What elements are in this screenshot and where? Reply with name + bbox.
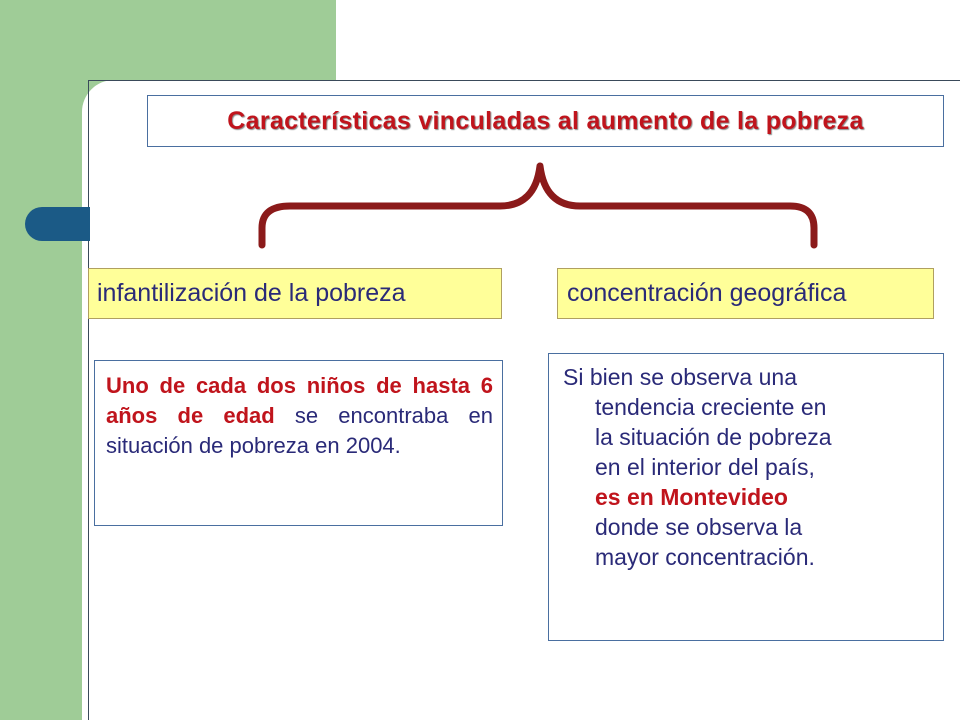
line-4: en el interior del país, bbox=[595, 454, 815, 480]
category-concentracion: concentración geográfica bbox=[557, 268, 934, 319]
category-infantilizacion: infantilización de la pobreza bbox=[88, 268, 502, 319]
line-7: mayor concentración. bbox=[595, 544, 815, 570]
body-text: se encontraba en situación de pobreza en 2004. bbox=[106, 403, 493, 458]
line-6: donde se observa la bbox=[595, 514, 803, 540]
brace-path bbox=[262, 166, 814, 245]
highlight-text: Uno de cada dos niños de hasta 6 años de edad bbox=[106, 373, 493, 428]
concentracion-description bbox=[548, 353, 944, 641]
infantilizacion-description bbox=[94, 360, 503, 526]
line-2: tendencia creciente en bbox=[595, 394, 827, 420]
slide-title: Características vinculadas al aumento de la pobreza bbox=[147, 95, 944, 147]
line-3: la situación de pobreza bbox=[595, 424, 832, 450]
first-line: Si bien se observa una bbox=[563, 364, 797, 390]
highlight-montevideo: es en Montevideo bbox=[595, 484, 788, 510]
